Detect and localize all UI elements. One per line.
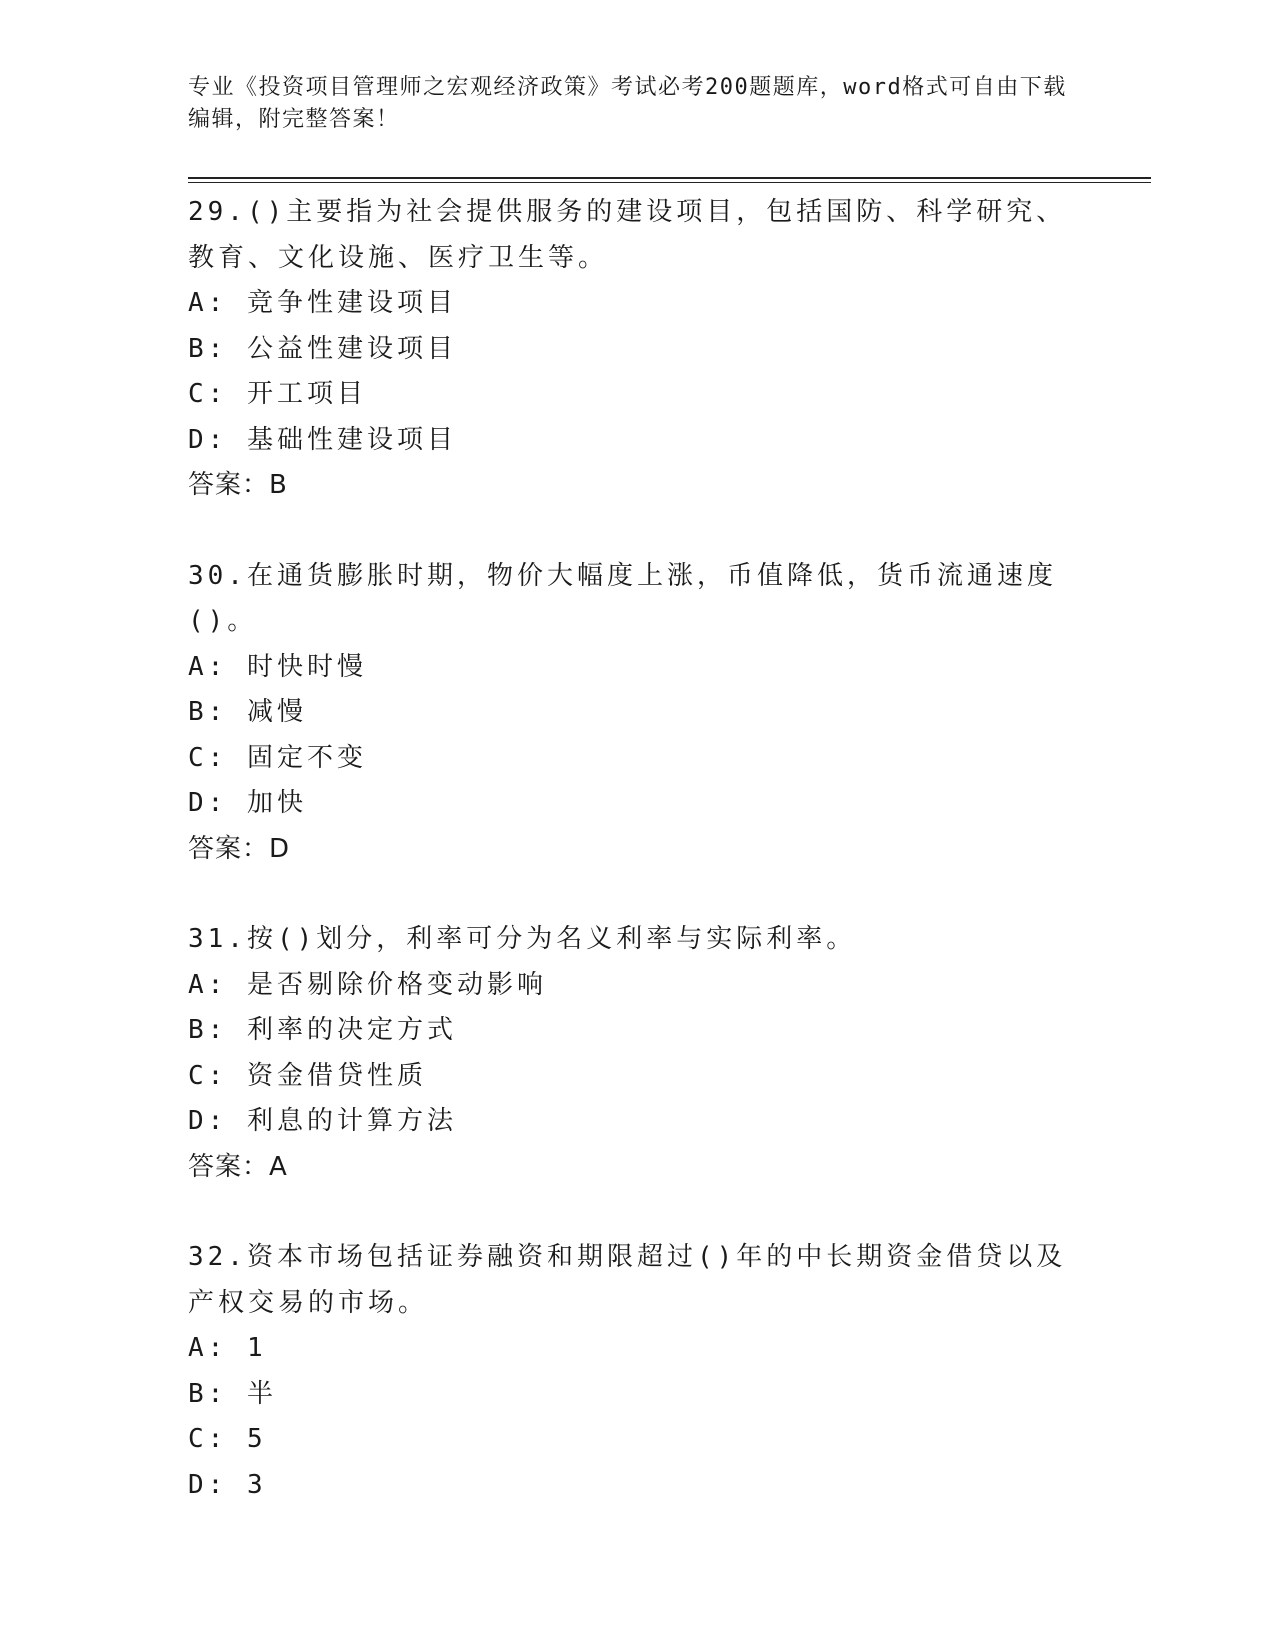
question-text: 32.资本市场包括证券融资和期限超过()年的中长期资金借贷以及产权交易的市场。 xyxy=(188,1242,1067,1318)
option-a: A: 是否剔除价格变动影响 xyxy=(188,969,547,1000)
option-c: C: 固定不变 xyxy=(188,742,367,773)
header-divider xyxy=(188,177,1151,179)
option-d: D: 基础性建设项目 xyxy=(188,424,457,455)
question-text: 31.按()划分，利率可分为名义利率与实际利率。 xyxy=(188,924,857,954)
option-b: B: 利率的决定方式 xyxy=(188,1015,457,1045)
question-text: 30.在通货膨胀时期，物价大幅度上涨，币值降低，货币流通速度()。 xyxy=(188,560,1057,636)
option-c: C: 5 xyxy=(188,1424,267,1454)
option-c: C: 资金借贷性质 xyxy=(188,1060,427,1091)
question-29 xyxy=(188,190,1088,509)
header-divider-thin xyxy=(188,182,1151,183)
option-d: D: 加快 xyxy=(188,788,307,818)
option-b: B: 半 xyxy=(188,1378,277,1409)
answer: 答案：A xyxy=(188,1151,288,1182)
option-a: A: 竞争性建设项目 xyxy=(188,288,457,318)
question-31 xyxy=(188,917,1088,1190)
question-32 xyxy=(188,1235,1088,1508)
option-b: B: 公益性建设项目 xyxy=(188,333,457,364)
question-list xyxy=(188,190,1088,1553)
option-d: D: 3 xyxy=(188,1469,267,1500)
answer: 答案：B xyxy=(188,470,288,500)
option-d: D: 利息的计算方法 xyxy=(188,1106,457,1136)
option-b: B: 减慢 xyxy=(188,697,307,727)
document-header: 专业《投资项目管理师之宏观经济政策》考试必考200题题库，word格式可自由下载编辑，附完整答案！ xyxy=(188,75,1067,132)
question-30 xyxy=(188,554,1088,873)
option-c: C: 开工项目 xyxy=(188,379,367,409)
answer: 答案：D xyxy=(188,833,291,864)
option-a: A: 时快时慢 xyxy=(188,651,367,682)
question-text: 29.()主要指为社会提供服务的建设项目，包括国防、科学研究、教育、文化设施、医疗卫生等。 xyxy=(188,197,1067,273)
option-a: A: 1 xyxy=(188,1333,267,1363)
